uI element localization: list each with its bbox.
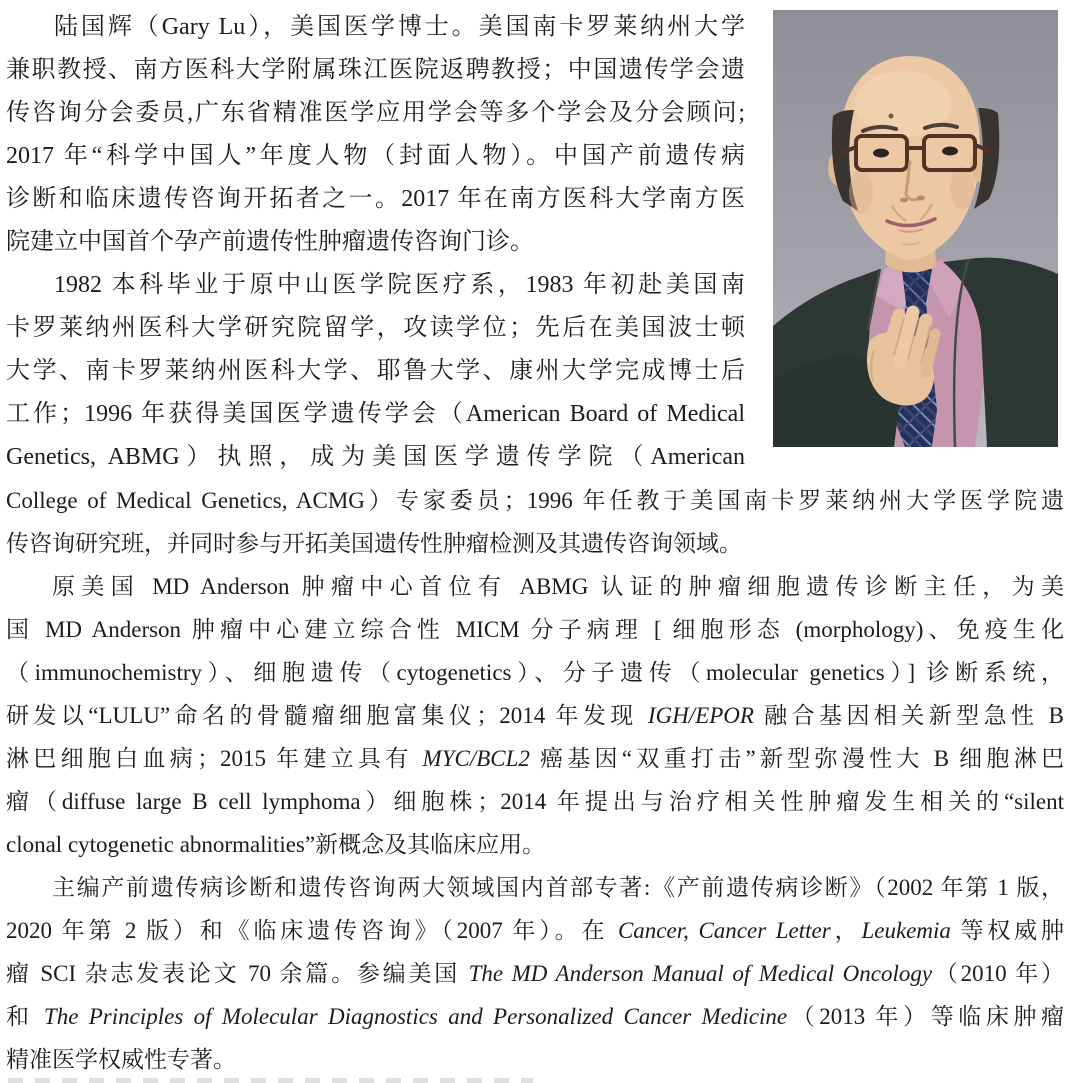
bio-line: 淋巴细胞白血病；2015 年建立具有 MYC/BCL2 癌基因“双重打击”新型弥漫性大 B 细胞淋巴 <box>6 746 1064 771</box>
bio-line: 2020 年第 2 版）和《临床遗传咨询》（2007 年）。在 Cancer, Cancer Letter，Leukemia 等权威肿 <box>6 918 1064 943</box>
bio-line: 院建立中国首个孕产前遗传性肿瘤遗传咨询门诊。 <box>6 229 534 255</box>
bio-line: 原美国 MD Anderson 肿瘤中心首位有 ABMG 认证的肿瘤细胞遗传诊断主任，为美 <box>52 574 1064 599</box>
bio-line: （immunochemistry）、细胞遗传（cytogenetics）、分子遗传（molecular genetics）] 诊断系统， <box>6 660 1064 685</box>
bio-line: clonal cytogenetic abnormalities”新概念及其临床应用。 <box>6 832 546 857</box>
bio-line: 诊断和临床遗传咨询开拓者之一。2017 年在南方医科大学南方医 <box>6 186 745 212</box>
bio-line: 研发以“LULU”命名的骨髓瘤细胞富集仪；2014 年发现 IGH/EPOR 融合基因相关新型急性 B <box>6 703 1064 728</box>
bio-line: 主编产前遗传病诊断和遗传咨询两大领域国内首部专著:《产前遗传病诊断》（2002 年第 1 版， <box>52 875 1064 900</box>
bio-line: 精准医学权威性专著。 <box>6 1047 236 1072</box>
bio-line: 传咨询研究班，并同时参与开拓美国遗传性肿瘤检测及其遗传咨询领域。 <box>6 531 742 556</box>
portrait-illustration <box>773 10 1058 447</box>
portrait-photo <box>773 10 1058 447</box>
right-eye <box>942 147 958 156</box>
bio-line: 瘤 SCI 杂志发表论文 70 余篇。参编美国 The MD Anderson Manual of Medical Oncology（2010 年） <box>6 961 1064 986</box>
bio-line: 1982 本科毕业于原中山医学院医疗系，1983 年初赴美国南 <box>54 272 745 298</box>
forehead-mole <box>889 114 894 119</box>
left-eye <box>873 149 889 158</box>
bio-line: Genetics, ABMG）执照，成为美国医学遗传学院（American <box>6 444 745 470</box>
bio-line: 大学、南卡罗莱纳州医科大学、耶鲁大学、康州大学完成博士后 <box>6 358 745 384</box>
bio-line: 陆国辉（Gary Lu），美国医学博士。美国南卡罗莱纳州大学 <box>54 14 745 40</box>
bio-line: 和 The Principles of Molecular Diagnostics and Personalized Cancer Medicine（2013 年）等临床肿瘤 <box>6 1004 1064 1029</box>
bio-line: College of Medical Genetics, ACMG）专家委员；1996 年任教于美国南卡罗莱纳州大学医学院遗 <box>6 488 1064 513</box>
bio-line: 卡罗莱纳州医科大学研究院留学，攻读学位；先后在美国波士顿 <box>6 315 745 341</box>
next-line-cutoff <box>8 1078 533 1083</box>
bio-line: 传咨询分会委员,广东省精准医学应用学会等多个学会及分会顾问; <box>6 100 745 126</box>
bio-line: 2017 年“科学中国人”年度人物（封面人物）。中国产前遗传病 <box>6 143 745 169</box>
bio-line: 瘤（diffuse large B cell lymphoma）细胞株；2014 年提出与治疗相关性肿瘤发生相关的“silent <box>6 789 1064 814</box>
bio-line: 工作；1996 年获得美国医学遗传学会（American Board of Medical <box>6 401 745 427</box>
bio-line: 国 MD Anderson 肿瘤中心建立综合性 MICM 分子病理 [ 细胞形态 (morphology)、免疫生化 <box>6 617 1064 642</box>
bio-line: 兼职教授、南方医科大学附属珠江医院返聘教授；中国遗传学会遗 <box>6 57 745 83</box>
